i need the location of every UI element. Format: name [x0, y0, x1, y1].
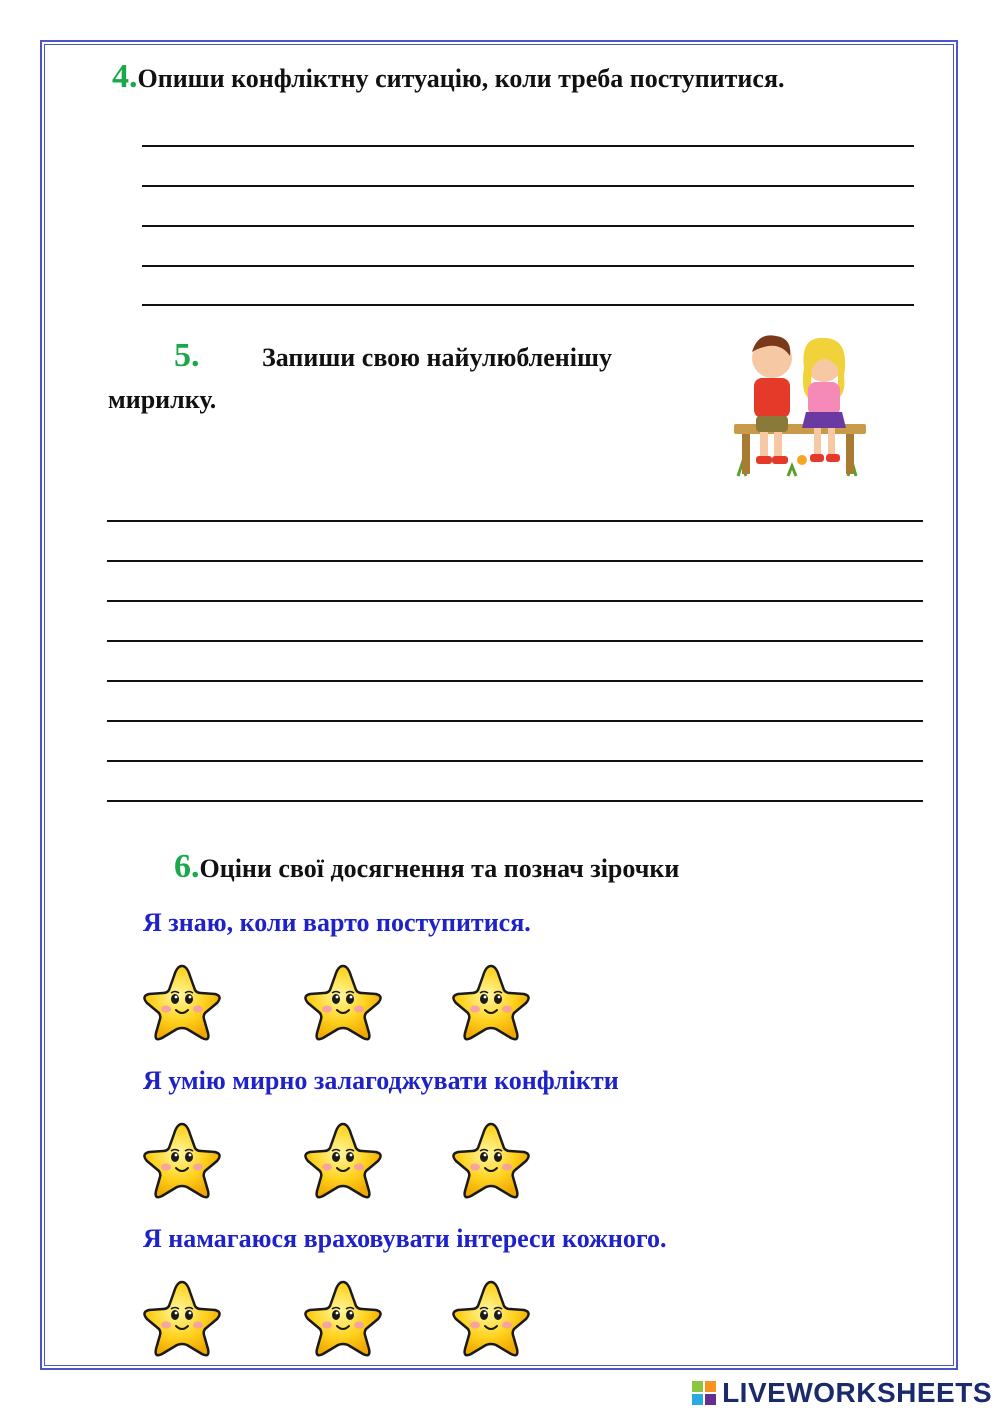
- rating-star-icon[interactable]: [450, 962, 532, 1044]
- rating-star-icon[interactable]: [302, 962, 384, 1044]
- children-on-bench-illustration: [728, 328, 868, 480]
- task-5-number: 5.: [174, 337, 200, 374]
- task-5-heading: [174, 337, 200, 375]
- answer-line[interactable]: [107, 680, 923, 682]
- answer-line[interactable]: [142, 145, 914, 147]
- task-5-text-line1: Запиши свою найулюбленішу: [262, 343, 612, 372]
- rating-star-icon[interactable]: [141, 1278, 223, 1360]
- task-6-number: 6.: [174, 848, 200, 885]
- answer-line[interactable]: [107, 640, 923, 642]
- statement-1: Я знаю, коли варто поступитися.: [143, 908, 531, 937]
- liveworksheets-logo-icon: [692, 1381, 716, 1405]
- answer-line[interactable]: [142, 225, 914, 227]
- statement-2: Я умію мирно залагоджувати конфлікти: [143, 1066, 619, 1095]
- rating-star-icon[interactable]: [302, 1120, 384, 1202]
- statement-3: Я намагаюся враховувати інтереси кожного.: [143, 1224, 667, 1253]
- answer-line[interactable]: [107, 760, 923, 762]
- task-6-text: Оціни свої досягнення та познач зірочки: [199, 854, 680, 883]
- rating-star-icon[interactable]: [302, 1278, 384, 1360]
- answer-line[interactable]: [107, 520, 923, 522]
- answer-line[interactable]: [142, 185, 914, 187]
- liveworksheets-footer: [692, 1376, 992, 1410]
- task-5-text-line2: мирилку.: [108, 385, 217, 414]
- answer-line[interactable]: [107, 600, 923, 602]
- rating-star-icon[interactable]: [141, 962, 223, 1044]
- rating-star-icon[interactable]: [450, 1120, 532, 1202]
- task-6-heading: [174, 848, 679, 886]
- rating-star-icon[interactable]: [141, 1120, 223, 1202]
- answer-line[interactable]: [107, 560, 923, 562]
- answer-line[interactable]: [142, 265, 914, 267]
- task-4-text: Опиши конфліктну ситуацію, коли треба поступитися.: [137, 64, 785, 93]
- task-4-number: 4.: [112, 58, 138, 95]
- rating-star-icon[interactable]: [450, 1278, 532, 1360]
- answer-line[interactable]: [142, 304, 914, 306]
- answer-line[interactable]: [107, 720, 923, 722]
- task-4-heading: [112, 58, 785, 96]
- liveworksheets-brand: LIVEWORKSHEETS: [722, 1377, 992, 1408]
- answer-line[interactable]: [107, 800, 923, 802]
